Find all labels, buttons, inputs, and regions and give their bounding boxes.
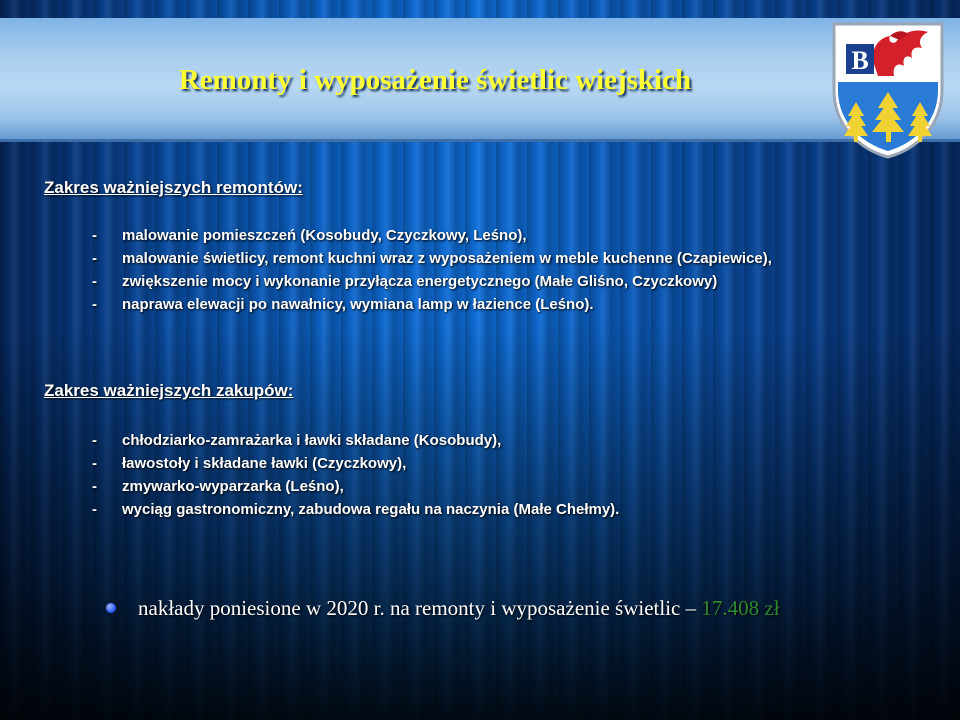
list-dash: -: [92, 227, 97, 244]
list-dash: -: [92, 432, 97, 449]
list-dash: -: [92, 250, 97, 267]
renovations-heading: Zakres ważniejszych remontów:: [44, 178, 303, 197]
list-item: [92, 247, 772, 270]
list-item: [92, 224, 772, 247]
bullet-icon: [106, 603, 116, 613]
summary-text: nakłady poniesione w 2020 r. na remonty i wyposażenie świetlic: [138, 596, 681, 620]
summary-amount: 17.408 zł: [701, 596, 780, 620]
list-item-text: malowanie świetlicy, remont kuchni wraz z wyposażeniem w meble kuchenne (Czapiewice),: [122, 250, 772, 267]
coat-of-arms-icon: [830, 20, 946, 160]
list-dash: -: [92, 296, 97, 313]
summary-separator: –: [685, 596, 697, 620]
list-item-text: malowanie pomieszczeń (Kosobudy, Czyczkowy, Leśno),: [122, 227, 527, 244]
crest-letter-block: [846, 44, 874, 75]
svg-text:B: B: [851, 46, 869, 75]
list-item: [92, 475, 619, 498]
list-item-text: zwiększenie mocy i wykonanie przyłącza energetycznego (Małe Gliśno, Czyczkowy): [122, 273, 718, 290]
list-item: [92, 498, 619, 521]
list-item-text: zmywarko-wyparzarka (Leśno),: [122, 478, 344, 495]
renovations-list: [92, 224, 772, 316]
list-item-text: wyciąg gastronomiczny, zabudowa regału na naczynia (Małe Chełmy).: [122, 501, 620, 518]
list-dash: -: [92, 501, 97, 518]
list-dash: -: [92, 455, 97, 472]
slide-title: Remonty i wyposażenie świetlic wiejskich: [178, 64, 692, 96]
list-dash: -: [92, 273, 97, 290]
list-item-text: chłodziarko-zamrażarka i ławki składane (Kosobudy),: [122, 432, 502, 449]
summary-line: [106, 596, 780, 621]
list-item: [92, 293, 772, 316]
list-item: [92, 270, 772, 293]
purchases-heading: Zakres ważniejszych zakupów:: [44, 381, 294, 400]
list-dash: -: [92, 478, 97, 495]
list-item: [92, 452, 619, 475]
purchases-list: [92, 429, 619, 521]
list-item: [92, 429, 619, 452]
list-item-text: ławostoły i składane ławki (Czyczkowy),: [122, 455, 407, 472]
list-item-text: naprawa elewacji po nawałnicy, wymiana lamp w łazience (Leśno).: [122, 296, 594, 313]
